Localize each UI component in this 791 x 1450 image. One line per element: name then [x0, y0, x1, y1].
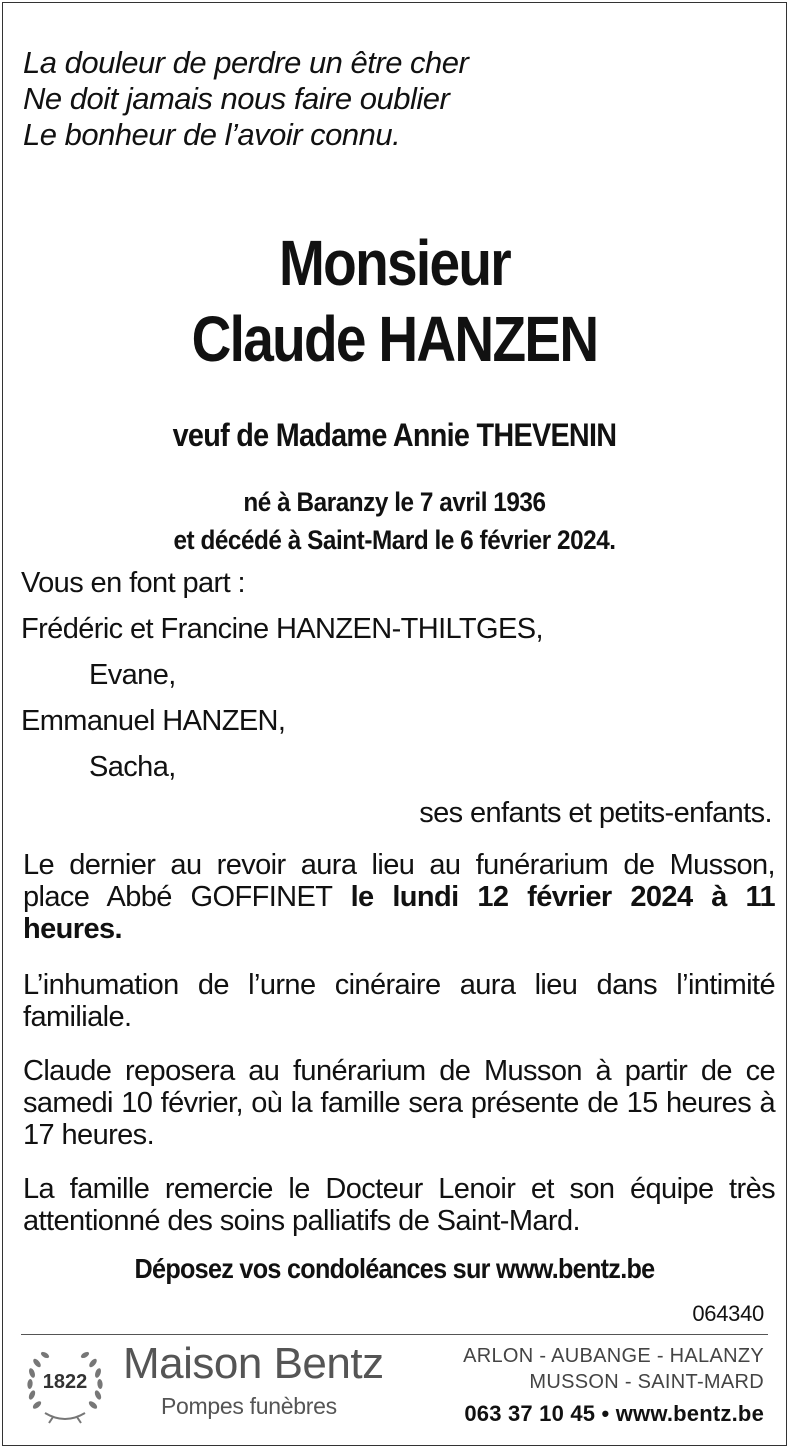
family-member: Evane,: [89, 659, 176, 691]
inhumation-info: L’inhumation de l’urne cinéraire aura lieu dans l’intimité familiale.: [23, 969, 775, 1033]
funeral-home-tagline: Pompes funèbres: [161, 1393, 337, 1419]
funeral-home-contact: 063 37 10 45 • www.bentz.be: [464, 1401, 764, 1426]
family-intro: Vous en font part :: [21, 567, 245, 599]
thanks-text: La famille remercie le Docteur Lenoir et son équipe très attentionné des soins palliatifs de Saint-Mard.: [23, 1173, 775, 1237]
condolences-text: Déposez vos condoléances sur www.bentz.be: [134, 1253, 655, 1284]
deceased-name: Claude HANZEN: [191, 303, 598, 375]
ceremony-info: [23, 849, 775, 945]
obituary-frame: [2, 2, 787, 1446]
poem-line: La douleur de perdre un être cher: [23, 45, 469, 80]
ceremony-text: Le dernier au revoir aura lieu au funérarium de Musson, place Abbé GOFFINET: [23, 849, 775, 913]
locations-line: MUSSON - SAINT-MARD: [529, 1371, 764, 1393]
viewing-info: Claude reposera au funérarium de Musson à partir de ce samedi 10 février, où la famille sera présente de 15 heures à 17 heures.: [23, 1055, 775, 1151]
family-relation: ses enfants et petits-enfants.: [419, 797, 772, 829]
funeral-home-locations: [463, 1343, 764, 1395]
family-member: Sacha,: [89, 751, 176, 783]
seal-year: 1822: [42, 1371, 88, 1393]
birth-info: né à Baranzy le 7 avril 1936: [243, 487, 546, 517]
poem-line: Ne doit jamais nous faire oublier: [23, 81, 450, 116]
locations-line: ARLON - AUBANGE - HALANZY: [463, 1345, 764, 1367]
family-member: Frédéric et Francine HANZEN-THILTGES,: [21, 613, 543, 645]
funeral-home-name: Maison Bentz: [123, 1339, 384, 1388]
reference-number: 064340: [692, 1301, 764, 1326]
life-dates: [42, 483, 747, 559]
family-member: Emmanuel HANZEN,: [21, 705, 286, 737]
death-info: et décédé à Saint-Mard le 6 février 2024.: [173, 525, 616, 555]
deceased-title: Monsieur: [279, 227, 510, 299]
ceremony-date: le lundi 12 février 2024 à 11 heures.: [23, 881, 775, 945]
widow-of: veuf de Madame Annie THEVENIN: [172, 417, 617, 453]
poem-line: Le bonheur de l’avoir connu.: [23, 117, 401, 152]
laurel-seal-icon: [23, 1343, 107, 1427]
footer-divider: [21, 1334, 768, 1335]
deceased-name-block: [58, 225, 731, 377]
poem: [23, 45, 468, 153]
